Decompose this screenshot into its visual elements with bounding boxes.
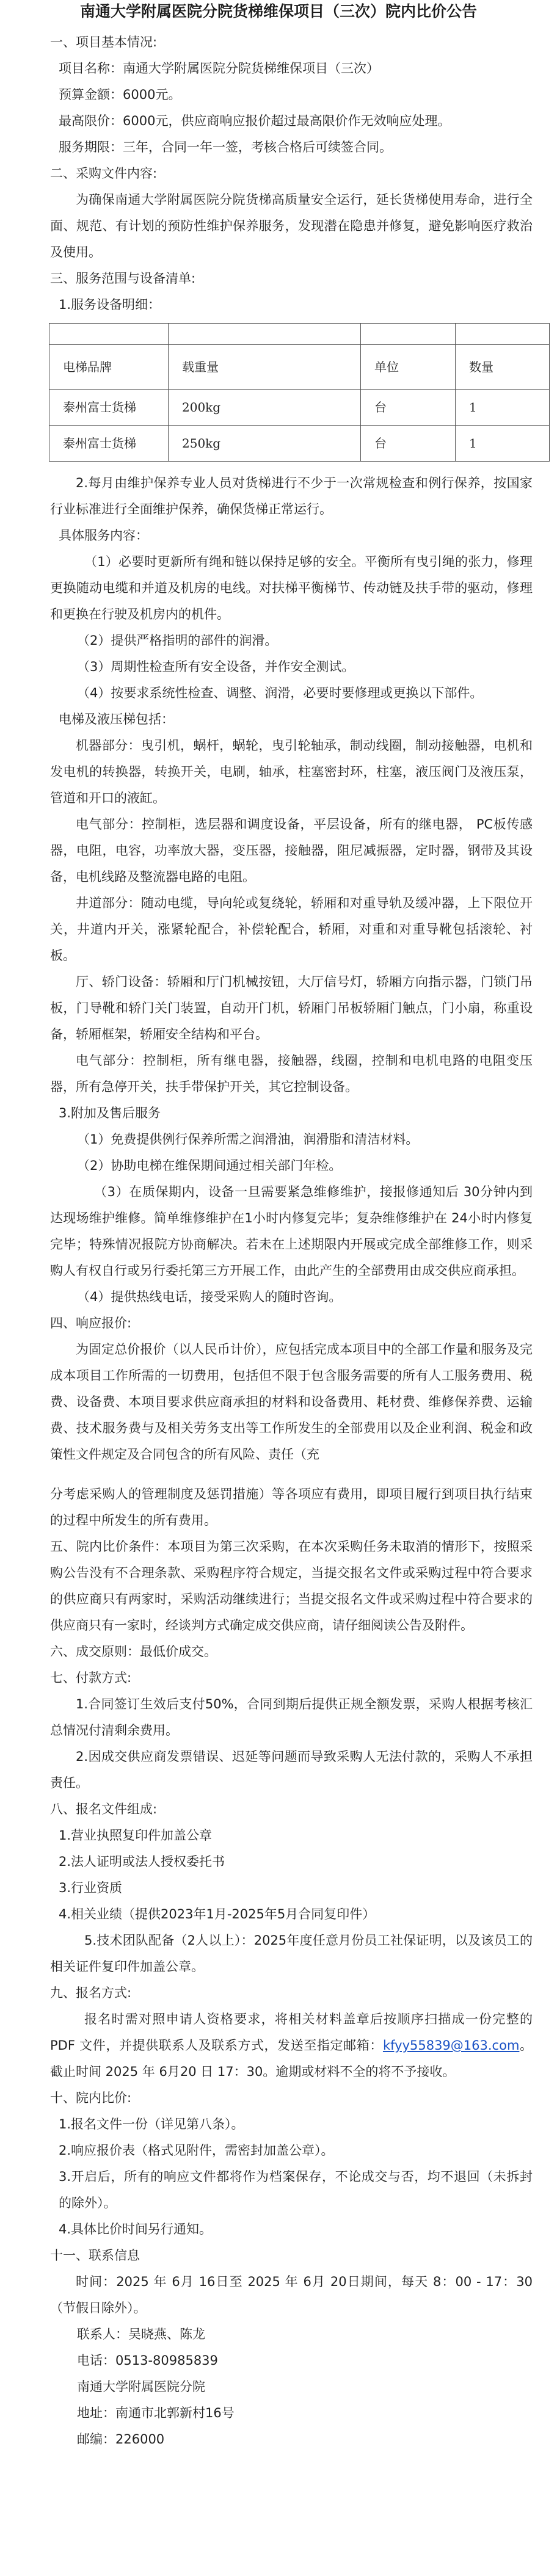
list-item: 3.开启后，所有的响应文件都将作为档案保存，不论成交与否，均不退回（未拆封的除外）。: [59, 2169, 533, 2210]
list-item: 4.具体比价时间另行通知。: [59, 2222, 213, 2237]
section-1-heading: 一、项目基本情况:: [50, 35, 158, 49]
list-item: 2.法人证明或法人授权委托书: [59, 1854, 225, 1869]
email-link[interactable]: kfyy55839@163.com: [382, 2038, 520, 2053]
list-item: 4.相关业绩（提供2023年1月-2025年5月合同复印件）: [59, 1907, 376, 1921]
section-6-text: 六、成交原则：最低价成交。: [50, 1644, 217, 1659]
service-content-3: （3）周期性检查所有安全设备，并作安全测试。: [77, 659, 355, 674]
section-2-text: 为确保南通大学附属医院分院货梯高质量安全运行，延长货梯使用寿命，进行全面、规范、有计划的预防性维护保养服务，发现潜在隐患并修复，避免影响医疗救治及使用。: [50, 192, 533, 259]
project-name: 项目名称：南通大学附属医院分院货梯维保项目（三次）: [59, 61, 379, 76]
parts-electrical-1: 电气部分：控制柜，选层器和调度设备，平层设备，所有的继电器， PC板传感器，电阻，电容，功率放大器，变压器，接触器，阻尼减振器，定时器，钢带及其设备，电机线路及整流器电路的电阻。: [50, 817, 533, 884]
table-cell: 200kg: [169, 390, 361, 426]
contact-postcode: 邮编：226000: [77, 2432, 165, 2447]
contact-person: 联系人：吴晓燕、陈龙: [77, 2327, 205, 2342]
additional-service-heading: 3.附加及售后服务: [59, 1106, 161, 1120]
additional-service-2: （2）协助电梯在维保期间通过相关部门年检。: [77, 1158, 342, 1173]
parts-shaft: 井道部分：随动电缆，导向轮或复绕轮，轿厢和对重导轨及缓冲器，上下限位开关，井道内开关，涨紧轮配合，补偿轮配合，轿厢，对重和对重导靴包括滚轮、衬板。: [50, 896, 533, 963]
parts-doors: 厅、轿门设备：轿厢和厅门机械按钮，大厅信号灯，轿厢方向指示器，门锁门吊板，门导靴和轿门关门装置，自动开门机，轿厢门吊板轿厢门触点，门小扇，称重设备，轿厢框架，轿厢安全结构和平台。: [50, 974, 533, 1042]
registration-deadline: 。截止时间 2025 年 6月20 日 17：30。逾期或材料不全的将不予接收。: [50, 2038, 533, 2079]
additional-service-1: （1）免费提供例行保养所需之润滑油，润滑脂和清洁材料。: [77, 1132, 419, 1147]
table-cell: 1: [456, 390, 550, 426]
section-4-text-cont: 分考虑采购人的管理制度及惩罚措施）等各项应有费用，即项目履行到项目执行结束的过程中所发生的所有费用。: [50, 1487, 533, 1528]
contact-address: 地址：南通市北郭新村16号: [77, 2406, 235, 2420]
service-content-4: （4）按要求系统性检查、调整、润滑，必要时要修理或更换以下部件。: [77, 686, 483, 700]
service-content-1: （1）必要时更新所有绳和链以保持足够的安全。平衡所有曳引绳的张力，修理更换随动电缆和并道及机房的电线。对扶梯平衡梯节、传动链及扶手带的驱动，修理和更换在行驶及机房内的机件。: [50, 554, 533, 622]
section-9-text: [24, 2006, 533, 2085]
list-item: 1.报名文件一份（详见第八条）。: [59, 2117, 244, 2132]
list-item: 2.响应报价表（格式见附件，需密封加盖公章）。: [59, 2143, 334, 2158]
section-4-heading: 四、响应报价:: [50, 1316, 132, 1330]
table-spacer: [49, 324, 169, 345]
section-3-heading: 三、服务范围与设备清单:: [50, 271, 196, 286]
table-header: 电梯品牌: [49, 345, 169, 390]
table-header-row: [49, 345, 550, 390]
table-cell: 1: [456, 426, 550, 462]
service-period: 服务期限：三年，合同一年一签，考核合格后可续签合同。: [59, 140, 392, 154]
contact-org: 南通大学附属医院分院: [77, 2379, 205, 2394]
payment-term-2: 2.因成交供应商发票错误、迟延等问题而导致采购人无法付款的，采购人不承担责任。: [50, 1749, 533, 1790]
section-10-heading: 十、院内比价:: [50, 2091, 132, 2105]
table-cell: 台: [361, 390, 456, 426]
budget-amount: 预算金额：6000元。: [59, 87, 181, 102]
table-cell: 台: [361, 426, 456, 462]
list-item: 5.技术团队配备（2人以上）：2025年度任意月份员工社保证明，以及该员工的相关证件复印件加盖公章。: [50, 1933, 533, 1974]
section-7-heading: 七、付款方式:: [50, 1671, 132, 1685]
table-header: 单位: [361, 345, 456, 390]
maintenance-item-2: 2.每月由维护保养专业人员对货梯进行不少于一次常规检查和例行保养，按国家行业标准进行全面维护保养，确保货梯正常运行。: [50, 476, 533, 517]
table-header: 数量: [456, 345, 550, 390]
section-9-heading: 九、报名方式:: [50, 1986, 132, 2000]
section-5-text: 五、院内比价条件：本项目为第三次采购，在本次采购任务未取消的情形下，按照采购公告没有不合理条款、采购程序符合规定，当提交报名文件或采购过程中符合要求的供应商只有两家时，采购活动继续进行；当提交报名文件或采购过程中符合要求的供应商只有一家时，经谈判方式确定成交供应商，请仔细阅读公告及附件。: [50, 1539, 533, 1633]
list-item: 3.行业资质: [59, 1881, 123, 1895]
additional-service-4: （4）提供热线电话，接受采购人的随时咨询。: [77, 1290, 342, 1304]
additional-service-3: （3）在质保期内，设备一旦需要紧急维修维护，接报修通知后 30分钟内到达现场维护维修。简单维修维护在1小时内修复完毕；复杂维修维护在 24小时内修复完毕；特殊情况报院方协商解决。若未在上述期限内开展或完成全部维修工作，则采购人有权自行或另行委托第三方开展工作，由此产生的全部费用由成交供应商承担。: [50, 1185, 533, 1278]
registration-instructions: 报名时需对照申请人资格要求，将相关材料盖章后按顺序扫描成一份完整的 PDF 文件，并提供联系人及联系方式，发送至指定邮箱：: [50, 2012, 533, 2053]
table-cell: 泰州富士货梯: [49, 426, 169, 462]
section-2-heading: 二、采购文件内容:: [50, 166, 158, 181]
table-cell: 250kg: [169, 426, 361, 462]
section-11-heading: 十一、联系信息: [50, 2248, 140, 2263]
payment-term-1: 1.合同签订生效后支付50%，合同到期后提供正规全额发票，采购人根据考核汇总情况付清剩余费用。: [50, 1697, 533, 1738]
elevator-parts-label: 电梯及液压梯包括：: [59, 712, 174, 727]
section-8-heading: 八、报名文件组成:: [50, 1802, 158, 1816]
contact-phone: 电话：0513-80985839: [77, 2353, 218, 2368]
table-row: [49, 426, 550, 462]
table-cell: 泰州富士货梯: [49, 390, 169, 426]
table-header: 载重量: [169, 345, 361, 390]
device-list-label: 1.服务设备明细：: [59, 297, 161, 312]
page-title: 南通大学附属医院分院货梯维保项目（三次）院内比价公告: [79, 2, 477, 20]
section-4-text: 为固定总价报价（以人民币计价），应包括完成本项目中的全部工作量和服务及完成本项目工作所需的一切费用，包括但不限于包含服务需要的所有人工服务费用、税费、设备费、本项目要求供应商承担的材料和设备费用、耗材费、维修保养费、运输费、技术服务费与及相关劳务支出等工作所发生的全部费用以及企业利润、税金和政策性文件规定及合同包含的所有风险、责任（充: [50, 1342, 533, 1462]
parts-electrical-2: 电气部分：控制柜，所有继电器，接触器，线圈，控制和电机电路的电阻变压器，所有急停开关，扶手带保护开关，其它控制设备。: [50, 1053, 533, 1094]
parts-machine: 机器部分：曳引机，蜗杆，蜗轮，曳引轮轴承，制动线圈，制动接触器，电机和发电机的转换器，转换开关，电刷，轴承，柱塞密封环，柱塞，液压阀门及液压泵，管道和开口的液缸。: [50, 738, 533, 805]
list-item: 1.营业执照复印件加盖公章: [59, 1828, 213, 1843]
table-row: [49, 390, 550, 426]
service-content-label: 具体服务内容：: [59, 528, 148, 543]
contact-time: 时间：2025 年 6月 16日至 2025 年 6月 20日期间，每天 8：00 - 17：30（节假日除外）。: [50, 2274, 533, 2315]
max-price: 最高限价：6000元，供应商响应报价超过最高限价作无效响应处理。: [59, 114, 451, 128]
device-table: [49, 323, 550, 462]
service-content-2: （2）提供严格指明的部件的润滑。: [77, 633, 278, 648]
